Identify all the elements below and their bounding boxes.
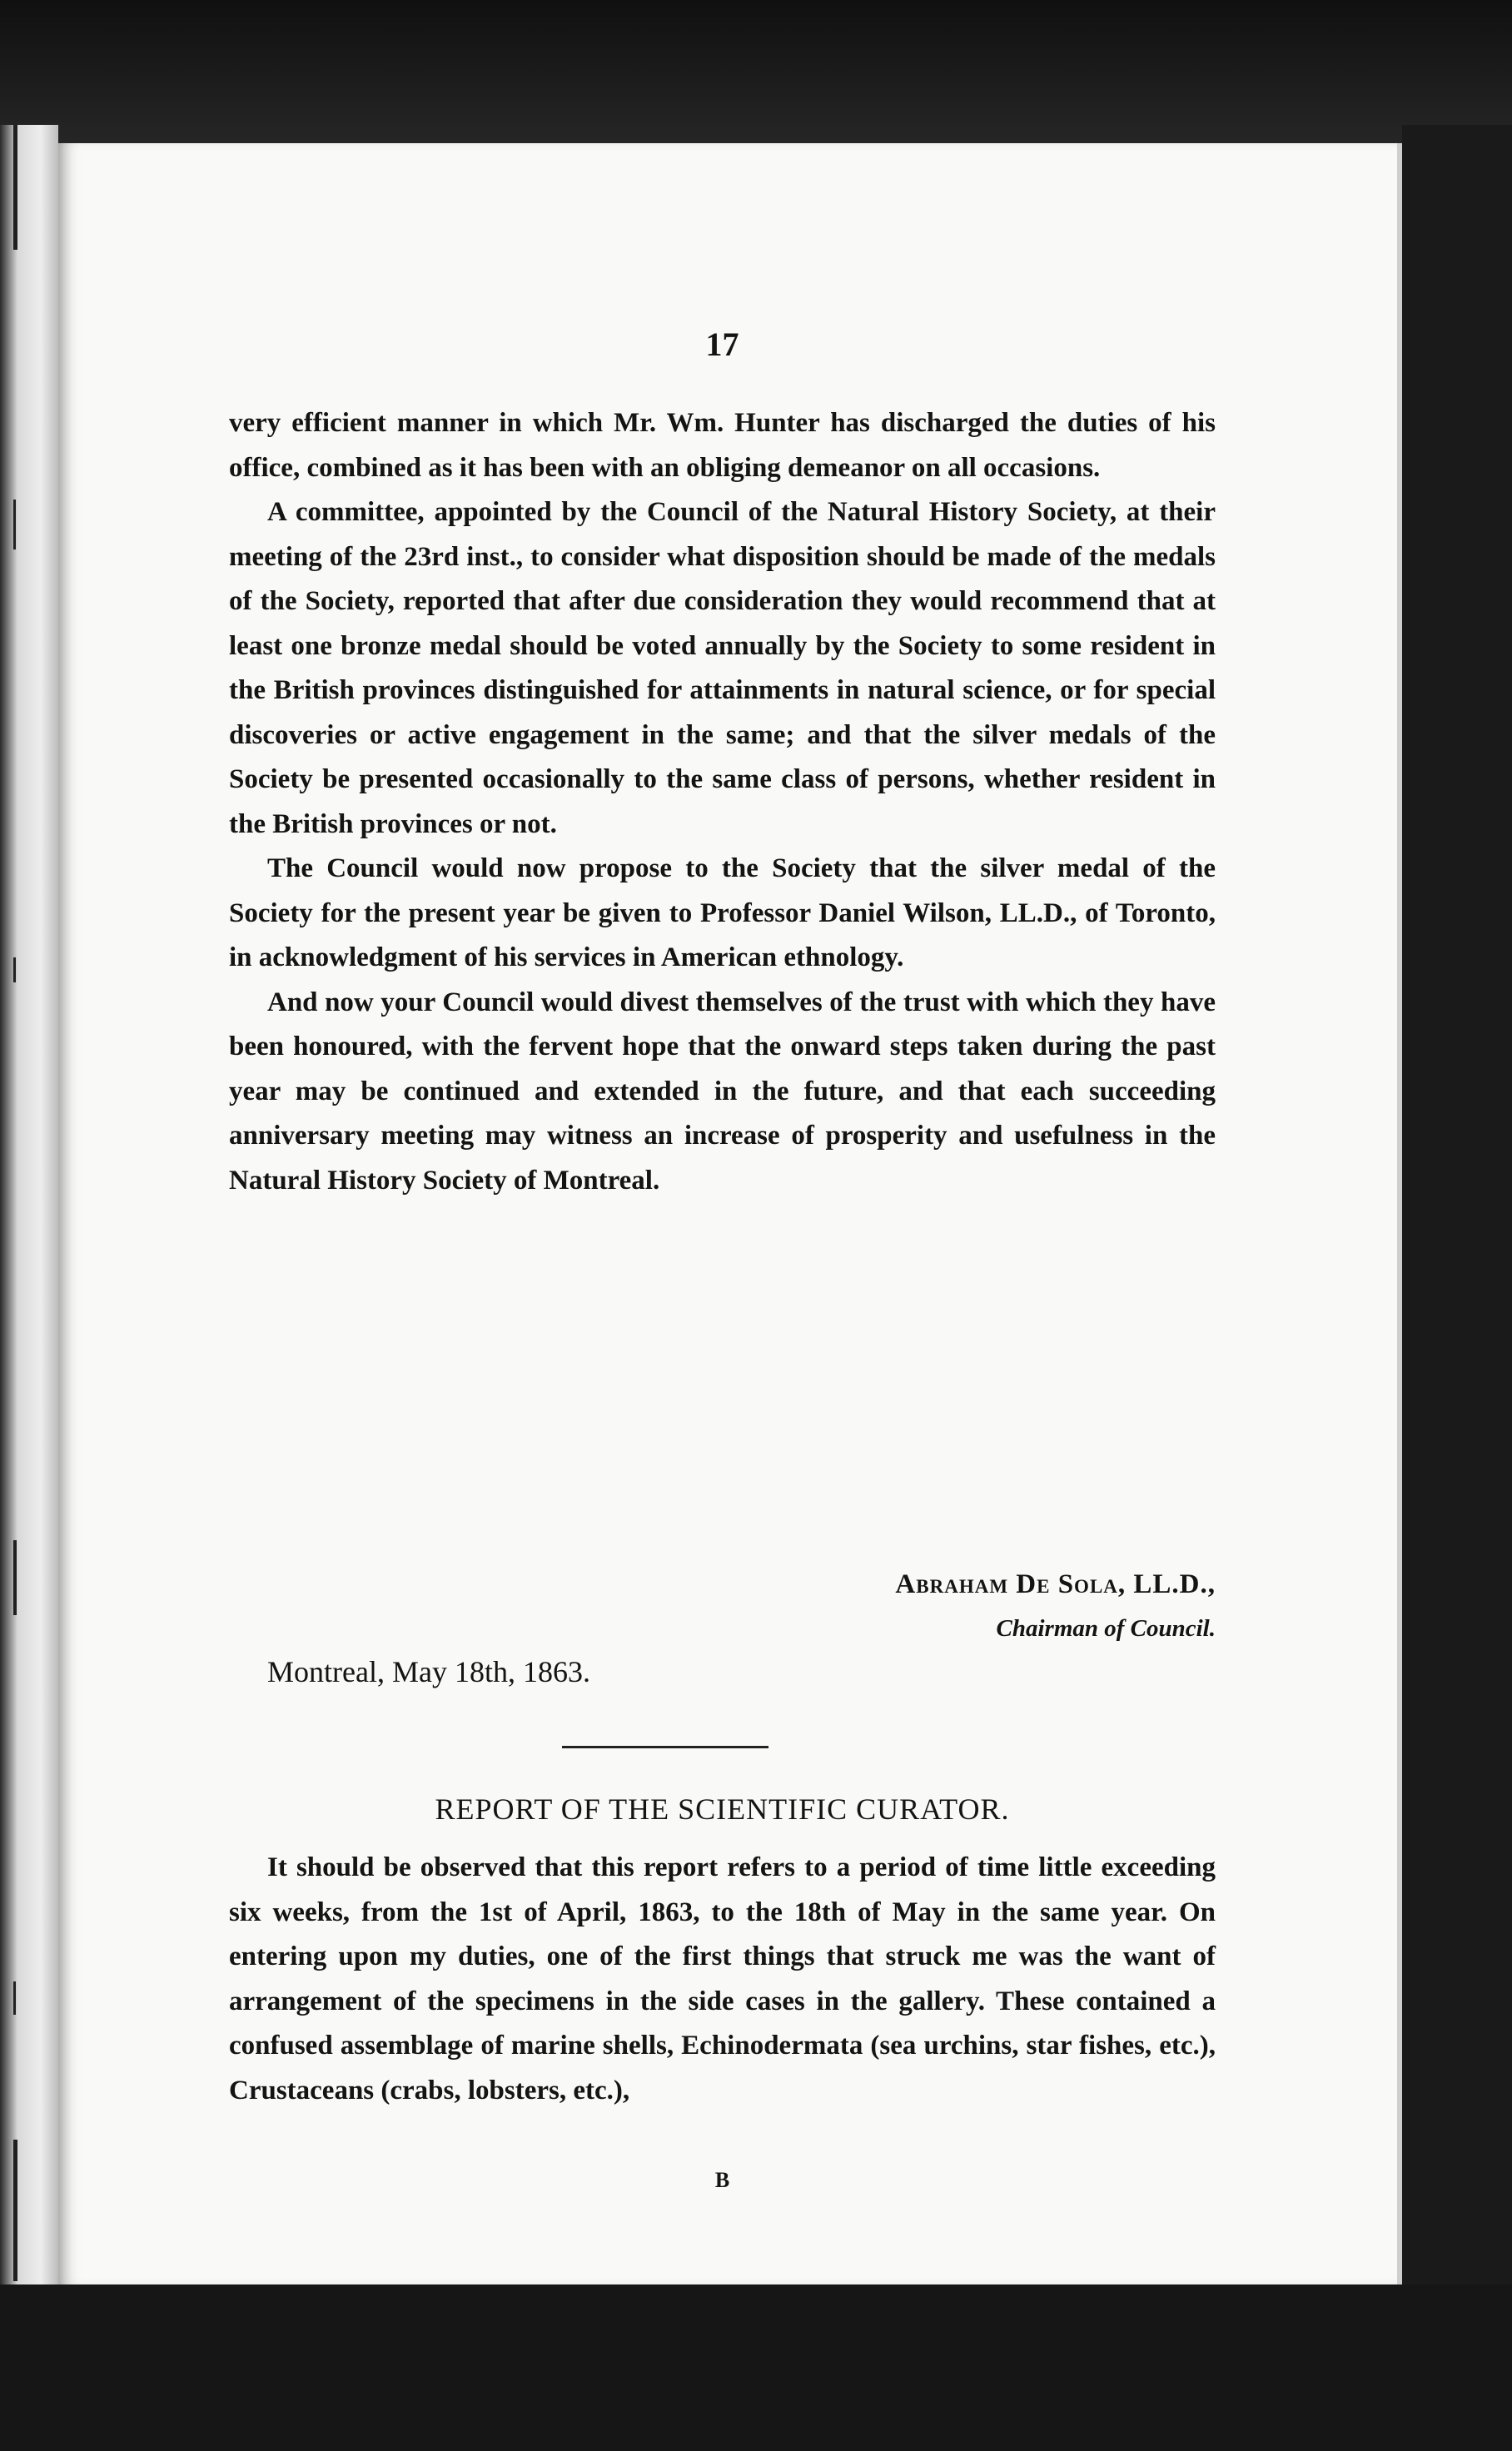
paragraph: very efficient manner in which Mr. Wm. Hunter has discharged the duties of his office, combined as it has been with an obliging demeanor on all occasions. xyxy=(229,408,1216,483)
scan-bottom-border xyxy=(0,2284,1512,2451)
section-divider xyxy=(562,1746,768,1748)
curator-report-text xyxy=(229,1846,1216,2113)
scan-top-border xyxy=(0,0,1512,146)
binding-mark xyxy=(13,500,16,549)
binding-mark xyxy=(13,957,16,982)
printer-signature-mark: B xyxy=(714,2168,730,2192)
scan-right-border xyxy=(1402,125,1512,2451)
binding-mark xyxy=(13,125,17,250)
binding-mark xyxy=(13,1540,17,1615)
binding-edge xyxy=(0,125,58,2289)
paragraph: And now your Council would divest themselves of the trust with which they have been honoured, with the fervent hope that the onward steps taken during the past year may be continued and extended in the future, and that each succeeding anniversary meeting may witness an increase of prosperity and usefulness in the Natural History Society of Montreal. xyxy=(229,987,1216,1196)
signature-title: Chairman of Council. xyxy=(996,1615,1216,1642)
document-page xyxy=(58,143,1402,2284)
signature-name: Abraham De Sola, LL.D., xyxy=(895,1569,1216,1599)
place-date: Montreal, May 18th, 1863. xyxy=(267,1655,590,1688)
section-heading: REPORT OF THE SCIENTIFIC CURATOR. xyxy=(435,1792,1010,1826)
paragraph: A committee, appointed by the Council of the Natural History Society, at their meeting of the 23rd inst., to consider what disposition should be made of the medals of the Society, reported that after due consideration they would recommend that at least one bronze medal should be voted annually by the Society to some resident in the British provinces distinguished for attainments in natural science, or for special discoveries or active engagement in the same; and that the silver medals of the Society be presented occasionally to the same class of persons, whether resident in the British provinces or not. xyxy=(229,497,1216,839)
binding-mark xyxy=(13,1981,16,2015)
binding-mark xyxy=(13,2140,17,2281)
paragraph: It should be observed that this report refers to a period of time little exceeding six weeks, from the 1st of April, 1863, to the 18th of May in the same year. On entering upon my duties, one of the first things that struck me was the want of arrangement of the specimens in the side cases in the gallery. These contained a confused assemblage of marine shells, Echinodermata (sea urchins, star fishes, etc.), Crustaceans (crabs, lobsters, etc.), xyxy=(229,1852,1216,2105)
page-number: 17 xyxy=(705,326,739,363)
council-report-text xyxy=(229,401,1216,1203)
paragraph: The Council would now propose to the Society that the silver medal of the Society for the present year be given to Professor Daniel Wilson, LL.D., of Toronto, in acknowledgment of his services in American ethnology. xyxy=(229,853,1216,972)
